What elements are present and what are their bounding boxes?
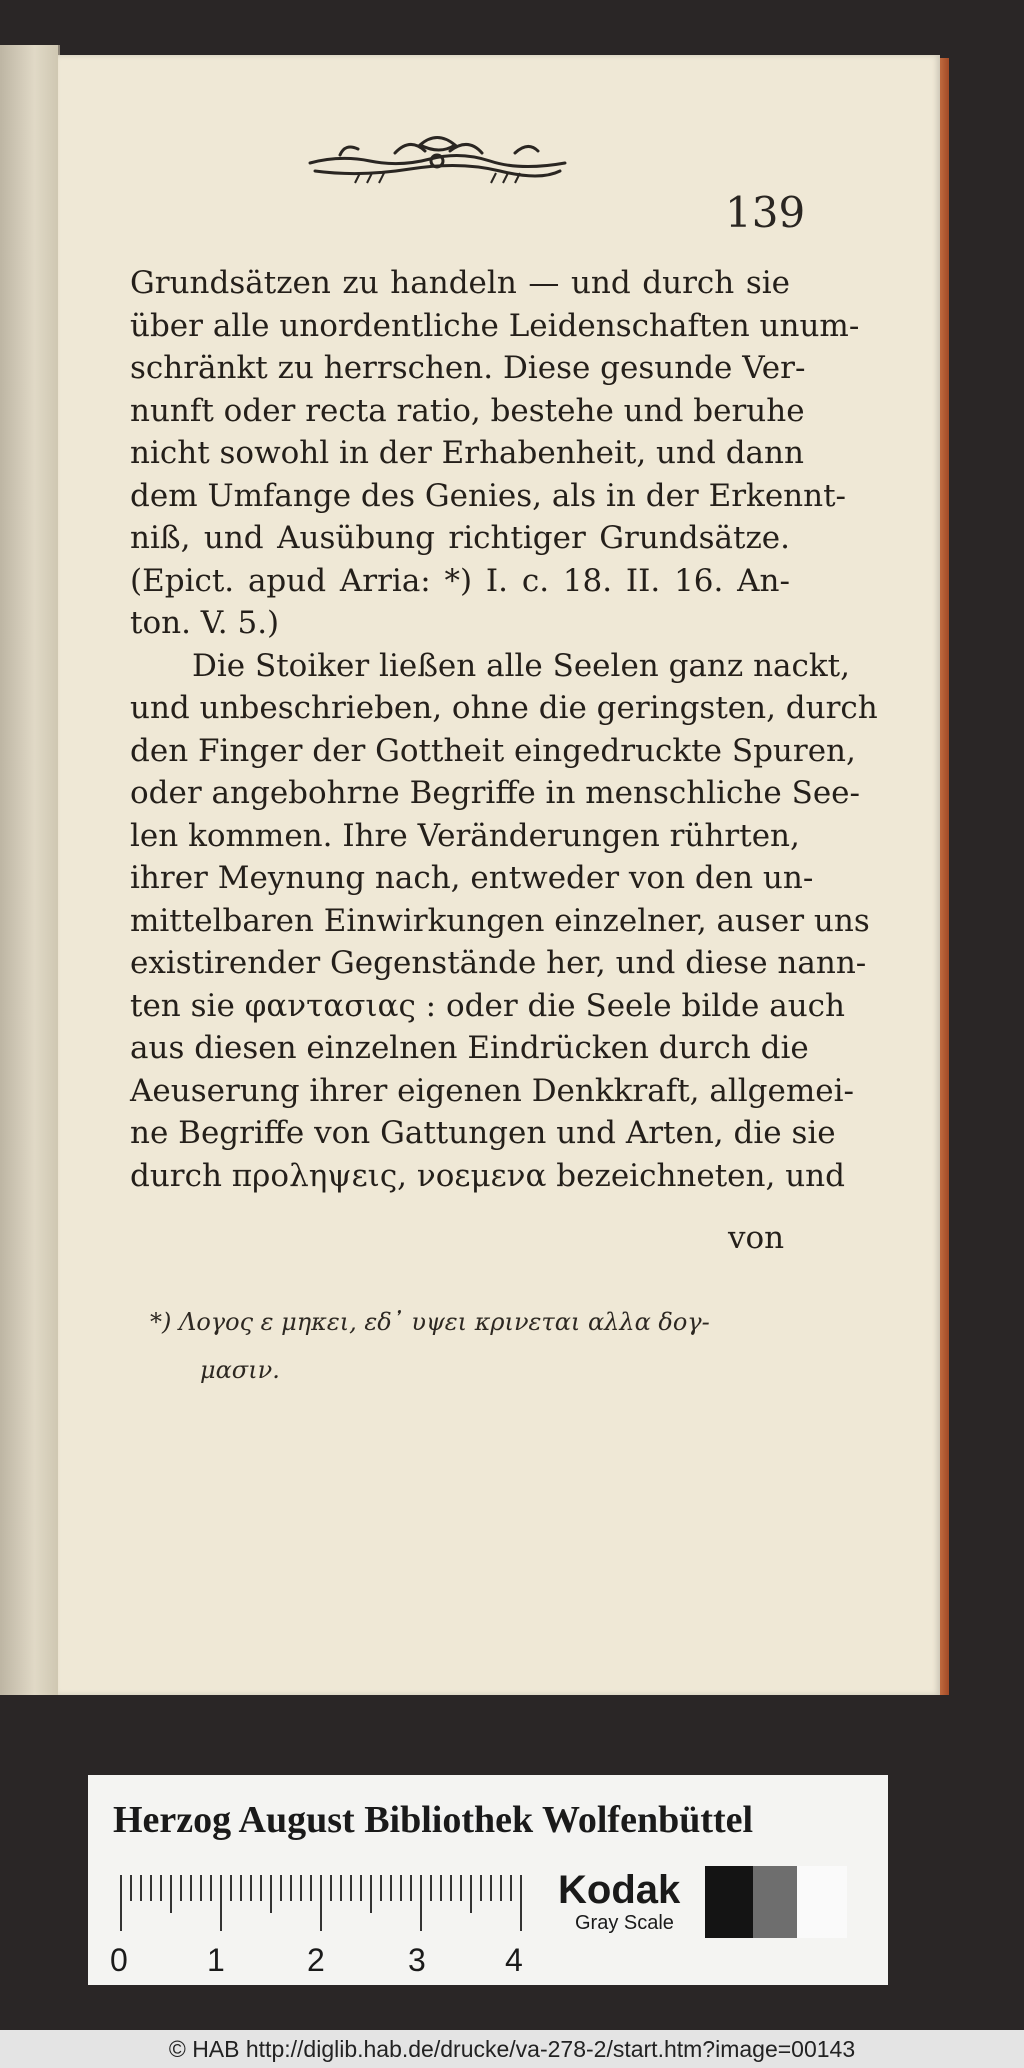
text-line: ten sie φαντασιας : oder die Seele bilde auch (130, 987, 845, 1024)
text-line: oder angebohrne Begriffe in menschliche See- (130, 775, 860, 811)
catchword: von (728, 1220, 785, 1256)
ruler-scale (117, 1873, 527, 1933)
text-line: Aeuserung ihrer eigenen Denkkraft, allgemei- (130, 1072, 855, 1109)
text-line: über alle unordentliche Leidenschaften unum- (130, 307, 860, 344)
text-line: ton. V. 5.) (130, 605, 280, 641)
ruler-digit: 0 (110, 1942, 128, 1978)
text-line: niß, und Ausübung richtiger Grundsätze. (130, 520, 790, 556)
gray-patch-mid (753, 1866, 797, 1938)
text-line: Grundsätzen zu handeln — und durch sie (130, 265, 790, 301)
text-line: nicht sowohl in der Erhabenheit, und dann (130, 435, 804, 471)
library-name: Herzog August Bibliothek Wolfenbüttel (113, 1799, 754, 1841)
text-line: mittelbaren Einwirkungen einzelner, auser uns (130, 902, 870, 939)
footnote (150, 1298, 790, 1394)
footnote-line: *) Λογος ε μηκει, εδ᾽ υψει κρινεται αλλα δογ- (150, 1308, 710, 1336)
text-line: den Finger der Gottheit eingedruckte Spuren, (130, 732, 856, 769)
text-line: schränkt zu herrschen. Diese gesunde Ver- (130, 350, 806, 386)
ornament-icon (300, 125, 575, 185)
text-line: (Epict. apud Arria: *) I. c. 18. II. 16. An- (130, 562, 790, 599)
copyright-footer: © HAB http://diglib.hab.de/drucke/va-278-2/start.htm?image=00143 (0, 2030, 1024, 2068)
text-line: aus diesen einzelnen Eindrücken durch die (130, 1030, 809, 1066)
page-number: 139 (725, 188, 806, 237)
ruler-digit: 2 (307, 1942, 325, 1978)
text-line: Die Stoiker ließen alle Seelen ganz nackt, (192, 647, 850, 684)
footnote-line: μασιν. (200, 1356, 280, 1384)
facing-page-edge (0, 45, 60, 1695)
text-line: ihrer Meynung nach, entweder von den un- (130, 860, 814, 896)
body-text (130, 262, 878, 1197)
text-line: ne Begriffe von Gattungen und Arten, die sie (130, 1115, 836, 1151)
kodak-logo: Kodak (558, 1868, 681, 1912)
text-line: nunft oder recta ratio, bestehe und beruhe (130, 392, 805, 429)
gray-patch-white (797, 1866, 847, 1938)
gray-scale-label: Gray Scale (575, 1912, 674, 1934)
text-line: len kommen. Ihre Veränderungen rührten, (130, 817, 800, 854)
gray-patch-black (705, 1866, 753, 1938)
text-line: durch προληψεις, νοεμενα bezeichneten, und (130, 1157, 845, 1194)
text-line: und unbeschrieben, ohne die geringsten, durch (130, 690, 878, 726)
text-line: dem Umfange des Genies, als in der Erkennt- (130, 477, 847, 514)
ruler-digit: 4 (505, 1942, 523, 1978)
ruler-digit: 1 (207, 1942, 225, 1978)
ruler-digit: 3 (408, 1942, 426, 1978)
text-line: existirender Gegenstände her, und diese nann- (130, 945, 867, 981)
page-red-edge (940, 58, 949, 1695)
